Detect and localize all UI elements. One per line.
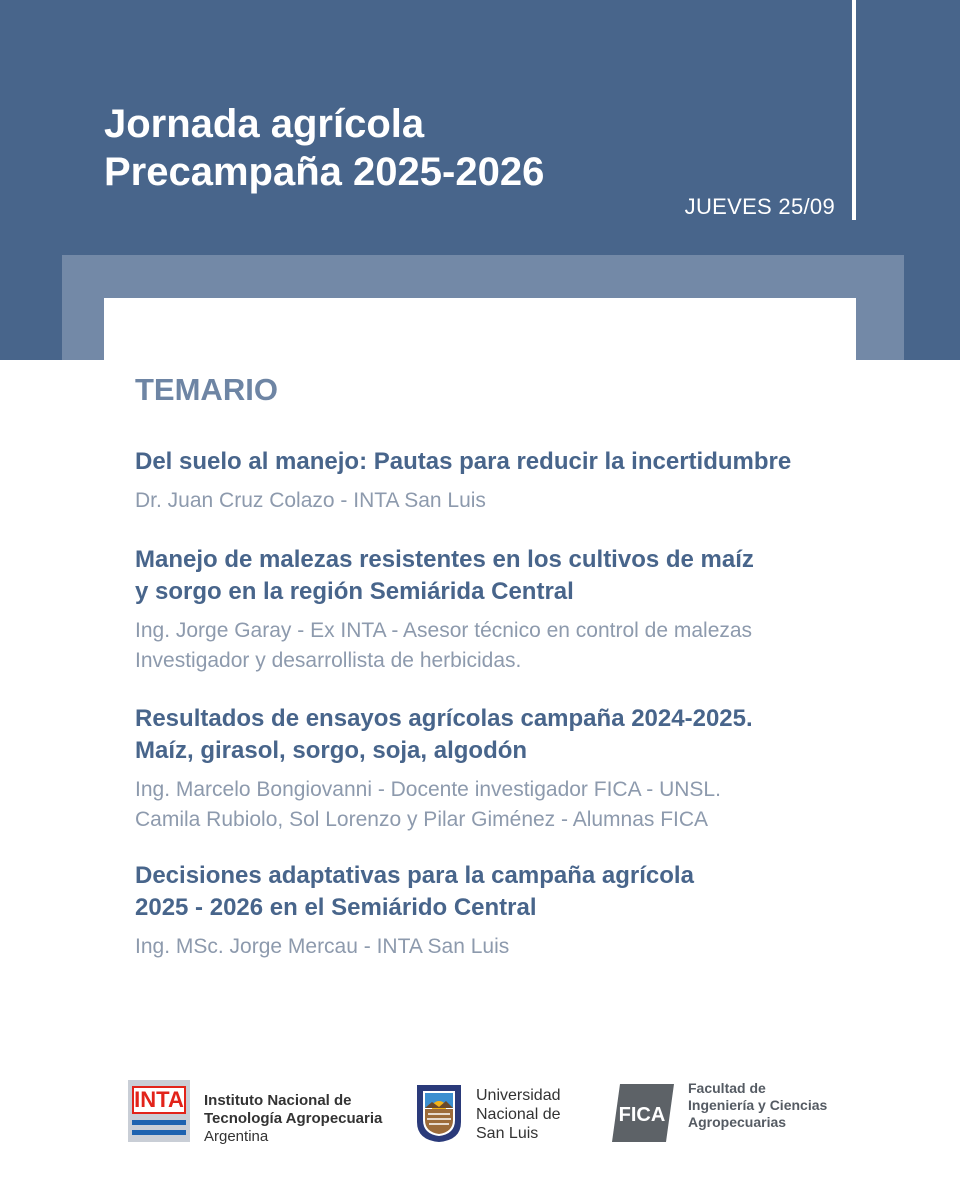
- unsl-line-1: Universidad: [476, 1087, 561, 1104]
- topic-3: [135, 703, 835, 835]
- inta-mark: INTA: [132, 1086, 186, 1114]
- fica-line-3: Agropecuarias: [688, 1114, 787, 1130]
- topic-title-line: y sorgo en la región Semiárida Central: [135, 578, 574, 605]
- topic-speaker-line: Dr. Juan Cruz Colazo - INTA San Luis: [135, 489, 486, 512]
- inta-line-3: Argentina: [204, 1128, 269, 1145]
- fica-line-1: Facultad de: [688, 1080, 766, 1096]
- fica-line-2: Ingeniería y Ciencias: [688, 1097, 828, 1113]
- page-title: [104, 100, 544, 196]
- topic-speaker-line: Ing. Marcelo Bongiovanni - Docente investigador FICA - UNSL.: [135, 778, 721, 801]
- topic-title-line: 2025 - 2026 en el Semiárido Central: [135, 894, 537, 921]
- temario-heading: TEMARIO: [135, 372, 278, 407]
- inta-logo-icon: [128, 1080, 190, 1142]
- topic-title: [135, 446, 835, 478]
- topic-title: [135, 544, 835, 608]
- topic-speaker-line: Ing. MSc. Jorge Mercau - INTA San Luis: [135, 935, 510, 958]
- topic-speaker-line: Investigador y desarrollista de herbicidas.: [135, 649, 522, 672]
- inta-stripe: [132, 1120, 186, 1125]
- event-date: JUEVES 25/09: [684, 194, 835, 219]
- fica-name: [688, 1080, 827, 1131]
- topic-1: [135, 446, 835, 516]
- inta-line-1: Instituto Nacional de: [204, 1092, 352, 1109]
- fica-mark: FICA: [618, 1104, 666, 1126]
- fica-logo-icon: [608, 1080, 678, 1146]
- topic-title-line: Resultados de ensayos agrícolas campaña 2024-2025.: [135, 705, 753, 732]
- title-line-2: Precampaña 2025-2026: [104, 150, 545, 194]
- topic-title-line: Del suelo al manejo: Pautas para reducir la incertidumbre: [135, 448, 792, 475]
- topic-title-line: Maíz, girasol, sorgo, soja, algodón: [135, 737, 528, 764]
- topic-speaker: [135, 932, 835, 962]
- topic-speaker: [135, 486, 835, 516]
- topic-speaker: [135, 616, 835, 676]
- vertical-divider: [852, 0, 856, 220]
- sponsor-logos: [0, 1070, 960, 1160]
- topic-4: [135, 860, 835, 962]
- unsl-line-2: Nacional de: [476, 1106, 561, 1123]
- topic-title-line: Manejo de malezas resistentes en los cultivos de maíz: [135, 546, 754, 573]
- topic-title: [135, 860, 835, 924]
- inta-name: [204, 1092, 382, 1146]
- topic-speaker-line: Ing. Jorge Garay - Ex INTA - Asesor técnico en control de malezas: [135, 619, 753, 642]
- topic-2: [135, 544, 835, 676]
- topic-title-line: Decisiones adaptativas para la campaña agrícola: [135, 862, 694, 889]
- title-line-1: Jornada agrícola: [104, 102, 425, 146]
- inta-stripe: [132, 1130, 186, 1135]
- inta-line-2: Tecnología Agropecuaria: [204, 1110, 383, 1127]
- topic-title: [135, 703, 835, 767]
- topic-speaker: [135, 775, 835, 835]
- unsl-name: [476, 1086, 561, 1143]
- unsl-shield-icon: [414, 1082, 464, 1144]
- topic-speaker-line: Camila Rubiolo, Sol Lorenzo y Pilar Giménez - Alumnas FICA: [135, 808, 709, 831]
- unsl-line-3: San Luis: [476, 1125, 539, 1142]
